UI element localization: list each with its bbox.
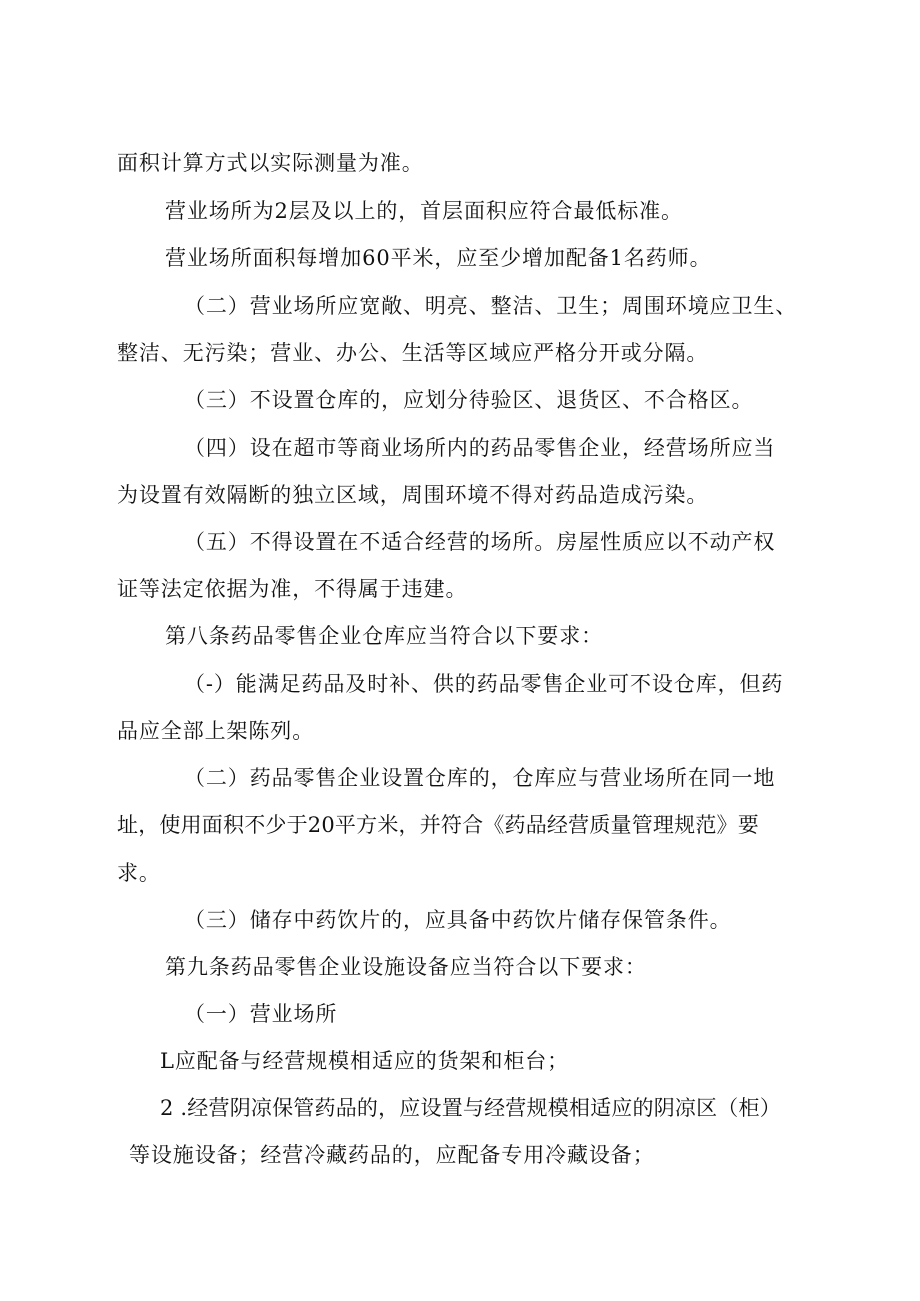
article-heading: 第八条药品零售企业仓库应当符合以下要求：	[165, 624, 603, 648]
text-line: （二）营业场所应宽敞、明亮、整洁、卫生；周围环境应卫生、	[184, 294, 798, 318]
text-line: （一）营业场所	[184, 1002, 338, 1026]
text-line: 等设施设备；经营冷藏药品的，应配备专用冷藏设备；	[129, 1143, 655, 1167]
text-line: （二）药品零售企业设置仓库的，仓库应与营业场所在同一地	[184, 766, 776, 790]
text-line: 营业场所面积每增加60平米，应至少增加配备1名药师。	[165, 246, 712, 270]
article-heading: 第九条药品零售企业设施设备应当符合以下要求：	[165, 955, 647, 979]
text-line: 证等法定依据为准，不得属于违建。	[117, 577, 468, 601]
text-line: 求。	[117, 861, 161, 885]
text-line: 整洁、无污染；营业、办公、生活等区域应严格分开或分隔。	[117, 341, 709, 365]
text-line: 址，使用面积不少于20平方米，并符合《药品经营质量管理规范》要	[117, 813, 759, 837]
text-line: （四）设在超市等商业场所内的药品零售企业，经营场所应当	[184, 436, 776, 460]
text-line: （五）不得设置在不适合经营的场所。房屋性质应以不动产权	[184, 530, 776, 554]
text-line: （三）储存中药饮片的，应具备中药饮片储存保管条件。	[184, 908, 732, 932]
text-line: 为设置有效隔断的独立区域，周围环境不得对药品造成污染。	[117, 483, 709, 507]
text-line: 品应全部上架陈列。	[117, 719, 315, 743]
text-line: （-）能满足药品及时补、供的药品零售企业可不设仓库，但药	[184, 672, 784, 696]
text-line: 2 .经营阴凉保管药品的，应设置与经营规模相适应的阴凉区（柜）	[160, 1096, 781, 1120]
text-line: L应配备与经营规模相适应的货架和柜台；	[160, 1049, 570, 1073]
text-line: （三）不设置仓库的，应划分待验区、退货区、不合格区。	[184, 388, 754, 412]
text-line: 营业场所为2层及以上的，首层面积应符合最低标准。	[165, 199, 683, 223]
text-line: 面积计算方式以实际测量为准。	[117, 151, 424, 175]
